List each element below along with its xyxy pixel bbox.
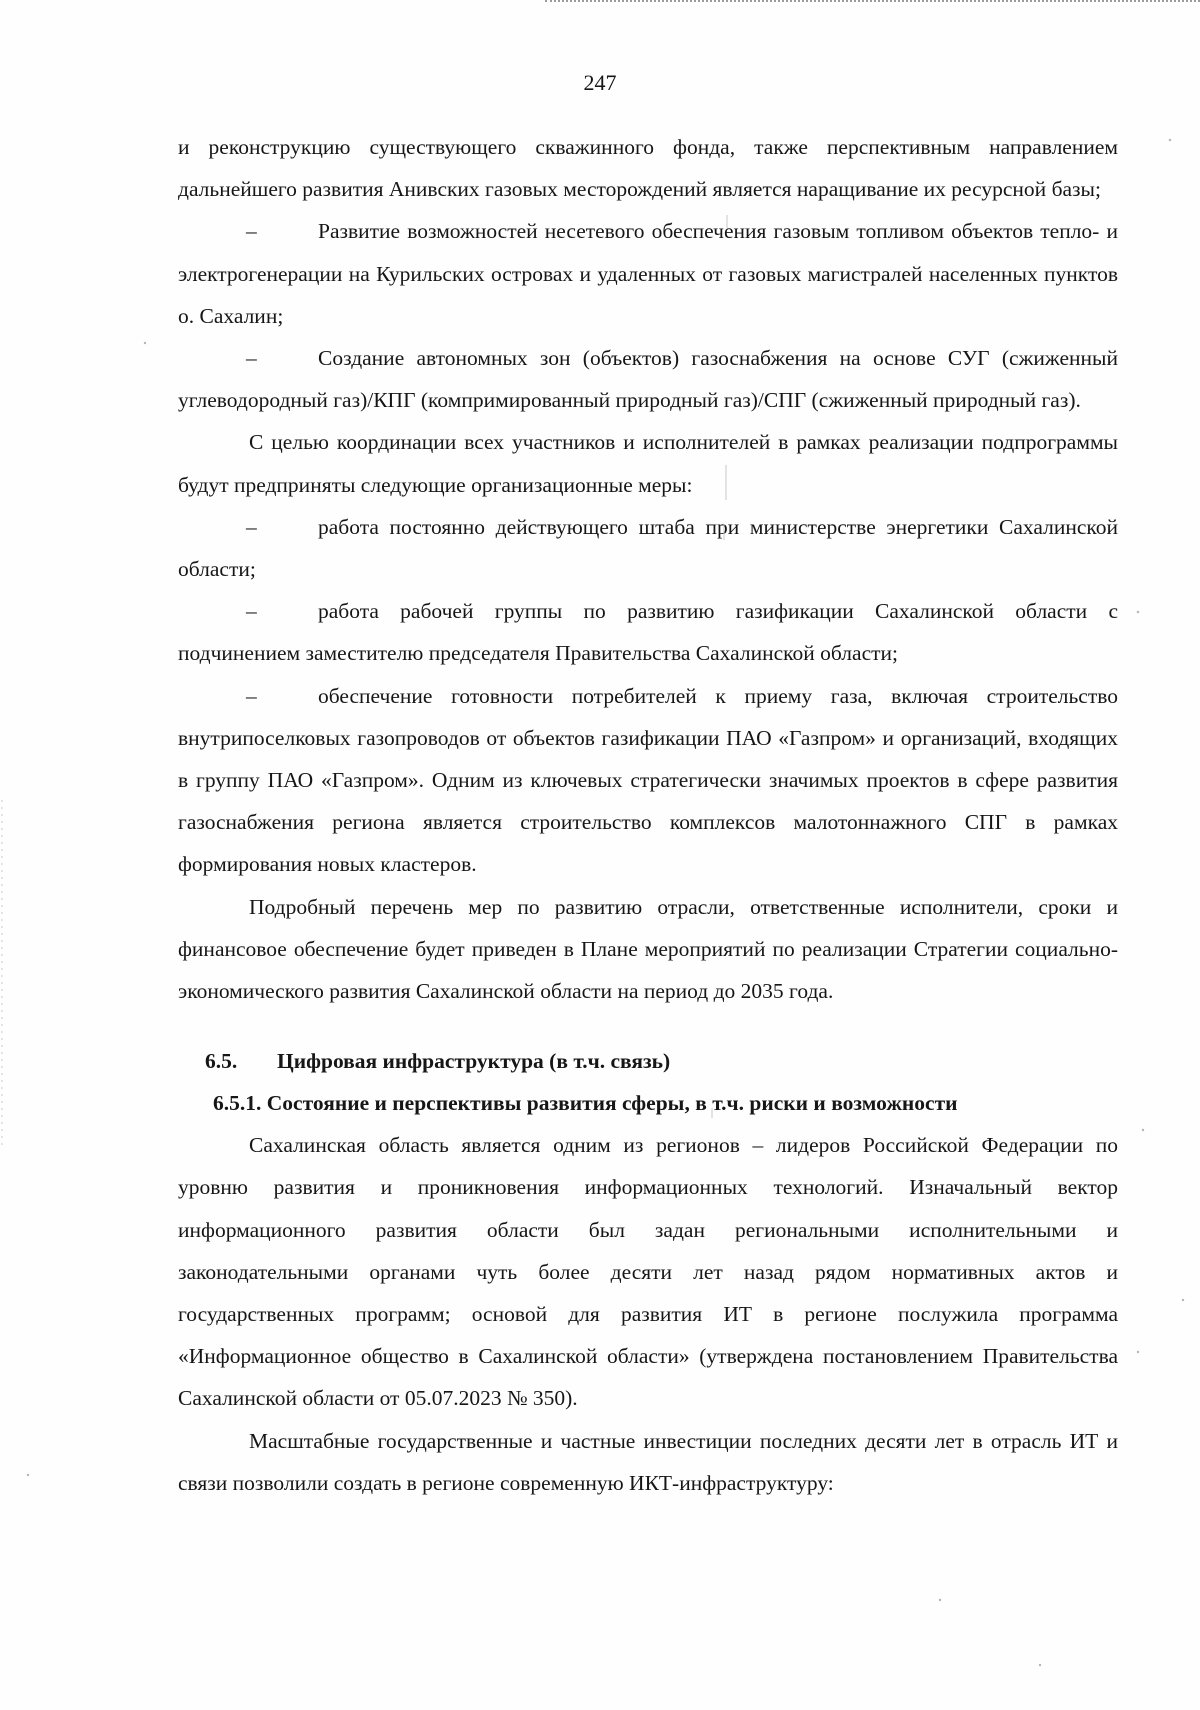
list-item bbox=[178, 590, 1118, 674]
bullet-dash: – bbox=[246, 219, 257, 244]
list-item-text: Развитие возможностей несетевого обеспечения газовым топливом объектов тепло- и электрогенерации на Курильских островах и удаленных от газовых магистралей населенных пунктов о. Сахалин; bbox=[178, 219, 1118, 328]
list-item bbox=[178, 506, 1118, 590]
subsection-heading: 6.5.1. Состояние и перспективы развития сферы, в т.ч. риски и возможности bbox=[213, 1091, 958, 1116]
bullet-dash: – bbox=[246, 346, 257, 371]
paragraph-continuation: и реконструкцию существующего скважинного фонда, также перспективным направлением дальнейшего развития Анивских газовых месторождений является наращивание их ресурсной базы; bbox=[178, 135, 1118, 202]
list-item-text: Создание автономных зон (объектов) газоснабжения на основе СУГ (сжиженный углеводородный газ)/КПГ (компримированный природный газ)/СПГ (сжиженный природный газ). bbox=[178, 346, 1118, 413]
bullet-dash: – bbox=[246, 599, 257, 624]
section-heading bbox=[178, 1040, 1118, 1082]
paragraph: Масштабные государственные и частные инвестиции последних десяти лет в отрасль ИТ и связи позволили создать в регионе современную ИКТ-инфраструктуру: bbox=[178, 1428, 1118, 1495]
bullet-dash: – bbox=[246, 514, 257, 539]
bullet-dash: – bbox=[246, 683, 257, 708]
paragraph: С целью координации всех участников и исполнителей в рамках реализации подпрограммы будут предприняты следующие организационные меры: bbox=[178, 430, 1118, 497]
list-item bbox=[178, 210, 1118, 337]
paragraph: Подробный перечень мер по развитию отрасли, ответственные исполнители, сроки и финансовое обеспечение будет приведен в Плане мероприятий по реализации Стратегии социально-экономического развития Сахалинской области на период до 2035 года. bbox=[178, 894, 1118, 1004]
page-number: 247 bbox=[583, 70, 617, 95]
list-item bbox=[178, 675, 1118, 886]
section-number: 6.5. bbox=[205, 1049, 238, 1074]
document-body bbox=[178, 126, 1118, 1504]
list-item-text: работа постоянно действующего штаба при министерстве энергетики Сахалинской области; bbox=[178, 514, 1118, 582]
list-item-text: работа рабочей группы по развитию газификации Сахалинской области с подчинением заместителю председателя Правительства Сахалинской области; bbox=[178, 599, 1118, 666]
list-item-text: обеспечение готовности потребителей к приему газа, включая строительство внутрипоселковых газопроводов от объектов газификации ПАО «Газпром» и организаций, входящих в группу ПАО «Газпром». Одним из ключевых стратегически значимых проектов в сфере развития газоснабжения региона является строительство комплексов малотоннажного СПГ в рамках формирования новых кластеров. bbox=[178, 683, 1118, 877]
paragraph: Сахалинская область является одним из регионов – лидеров Российской Федерации по уровню развития и проникновения информационных технологий. Изначальный вектор информационного развития области был задан региональными исполнительными и законодательными органами чуть более десяти лет назад рядом нормативных актов и государственных программ; основой для развития ИТ в регионе послужила программа «Информационное общество в Сахалинской области» (утверждена постановлением Правительства Сахалинской области от 05.07.2023 № 350). bbox=[178, 1133, 1118, 1411]
section-title: Цифровая инфраструктура (в т.ч. связь) bbox=[277, 1049, 671, 1074]
scan-edge-rule bbox=[545, 0, 1200, 2]
list-item bbox=[178, 337, 1118, 421]
